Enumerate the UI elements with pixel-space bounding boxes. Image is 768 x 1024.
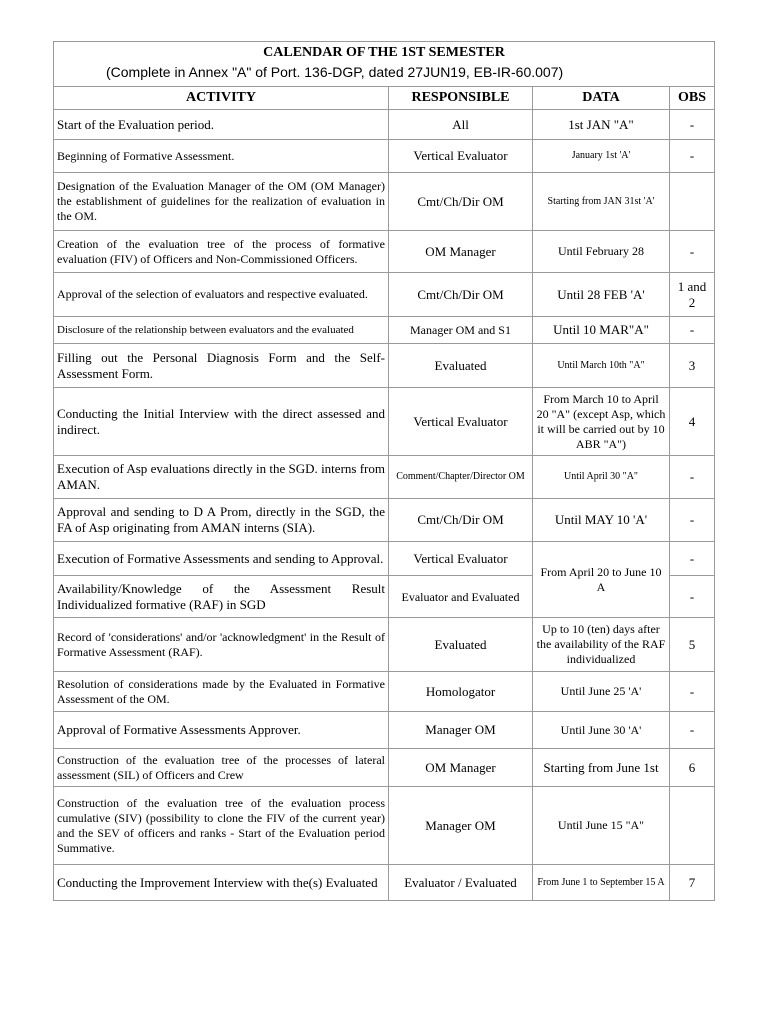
activity-cell: Execution of Formative Assessments and sending to Approval.: [54, 542, 389, 576]
table-row: [54, 388, 715, 456]
data-cell: From June 1 to September 15 A: [533, 865, 670, 901]
activity-cell: Approval and sending to D A Prom, directly in the SGD, the FA of Asp originating from AMAN interns (SIA).: [54, 499, 389, 542]
table-row: [54, 749, 715, 787]
data-cell: Until 10 MAR"A": [533, 317, 670, 344]
data-cell: Starting from JAN 31st 'A': [533, 173, 670, 231]
responsible-cell: Cmt/Ch/Dir OM: [389, 173, 533, 231]
data-cell: January 1st 'A': [533, 140, 670, 173]
data-cell: From March 10 to April 20 "A" (except Asp, which it will be carried out by 10 ABR "A"): [533, 388, 670, 456]
obs-cell: [670, 787, 715, 865]
responsible-cell: Vertical Evaluator: [389, 388, 533, 456]
activity-cell: Filling out the Personal Diagnosis Form and the Self-Assessment Form.: [54, 344, 389, 388]
responsible-cell: Manager OM: [389, 787, 533, 865]
data-cell: Until February 28: [533, 231, 670, 273]
data-cell: From April 20 to June 10 A: [533, 542, 670, 618]
table-row: [54, 317, 715, 344]
responsible-cell: Homologator: [389, 672, 533, 712]
obs-cell: 5: [670, 618, 715, 672]
responsible-cell: Vertical Evaluator: [389, 542, 533, 576]
table-row: [54, 499, 715, 542]
responsible-cell: Comment/Chapter/Director OM: [389, 456, 533, 499]
column-header-obs: OBS: [670, 87, 715, 110]
page-title: CALENDAR OF THE 1ST SEMESTER: [263, 45, 505, 60]
activity-cell: Construction of the evaluation tree of the evaluation process cumulative (SIV) (possibility to clone the FIV of the current year) and the SEV of officers and ranks - Start of the Evaluation period Summative.: [54, 787, 389, 865]
responsible-cell: Vertical Evaluator: [389, 140, 533, 173]
activity-cell: Disclosure of the relationship between evaluators and the evaluated: [54, 317, 389, 344]
calendar-table: [53, 41, 715, 901]
obs-cell: -: [670, 672, 715, 712]
responsible-cell: OM Manager: [389, 749, 533, 787]
obs-cell: -: [670, 542, 715, 576]
data-cell: Until March 10th "A": [533, 344, 670, 388]
activity-cell: Beginning of Formative Assessment.: [54, 140, 389, 173]
responsible-cell: OM Manager: [389, 231, 533, 273]
table-row: [54, 865, 715, 901]
obs-cell: 7: [670, 865, 715, 901]
data-cell: 1st JAN "A": [533, 110, 670, 140]
obs-cell: 6: [670, 749, 715, 787]
activity-cell: Availability/Knowledge of the Assessment Result Individualized formative (RAF) in SGD: [54, 576, 389, 618]
table-row: [54, 231, 715, 273]
obs-cell: -: [670, 712, 715, 749]
responsible-cell: Evaluated: [389, 344, 533, 388]
table-row: [54, 110, 715, 140]
table-row: [54, 712, 715, 749]
title-cell: [54, 42, 715, 87]
table-row: [54, 456, 715, 499]
obs-cell: -: [670, 576, 715, 618]
title-row: [54, 42, 715, 87]
obs-cell: -: [670, 110, 715, 140]
obs-cell: 3: [670, 344, 715, 388]
activity-cell: Approval of the selection of evaluators and respective evaluated.: [54, 273, 389, 317]
activity-cell: Conducting the Improvement Interview with the(s) Evaluated: [54, 865, 389, 901]
activity-cell: Construction of the evaluation tree of the processes of lateral assessment (SIL) of Officers and Crew: [54, 749, 389, 787]
activity-cell: Creation of the evaluation tree of the process of formative evaluation (FIV) of Officers and Non-Commissioned Officers.: [54, 231, 389, 273]
data-cell: Until June 15 "A": [533, 787, 670, 865]
obs-cell: -: [670, 499, 715, 542]
data-cell: Until June 30 'A': [533, 712, 670, 749]
table-row: [54, 542, 715, 576]
header-row: [54, 87, 715, 110]
table-row: [54, 140, 715, 173]
table-row: [54, 787, 715, 865]
table-row: [54, 273, 715, 317]
obs-cell: -: [670, 456, 715, 499]
activity-cell: Conducting the Initial Interview with the direct assessed and indirect.: [54, 388, 389, 456]
activity-cell: Start of the Evaluation period.: [54, 110, 389, 140]
responsible-cell: Manager OM: [389, 712, 533, 749]
activity-cell: Record of 'considerations' and/or 'acknowledgment' in the Result of Formative Assessment (RAF).: [54, 618, 389, 672]
activity-cell: Execution of Asp evaluations directly in the SGD. interns from AMAN.: [54, 456, 389, 499]
data-cell: Until April 30 "A": [533, 456, 670, 499]
responsible-cell: All: [389, 110, 533, 140]
data-cell: Up to 10 (ten) days after the availability of the RAF individualized: [533, 618, 670, 672]
responsible-cell: Evaluator / Evaluated: [389, 865, 533, 901]
data-cell: Starting from June 1st: [533, 749, 670, 787]
obs-cell: 1 and 2: [670, 273, 715, 317]
calendar-document: [53, 41, 714, 901]
activity-cell: Designation of the Evaluation Manager of the OM (OM Manager) the establishment of guidelines for the realization of evaluation in the OM.: [54, 173, 389, 231]
page-subtitle: (Complete in Annex "A" of Port. 136-DGP, dated 27JUN19, EB-IR-60.007): [106, 64, 564, 80]
obs-cell: [670, 173, 715, 231]
responsible-cell: Cmt/Ch/Dir OM: [389, 273, 533, 317]
table-row: [54, 344, 715, 388]
table-row: [54, 618, 715, 672]
obs-cell: -: [670, 140, 715, 173]
activity-cell: Approval of Formative Assessments Approver.: [54, 712, 389, 749]
data-cell: Until June 25 'A': [533, 672, 670, 712]
column-header-responsible: RESPONSIBLE: [389, 87, 533, 110]
table-row: [54, 672, 715, 712]
data-cell: Until 28 FEB 'A': [533, 273, 670, 317]
obs-cell: -: [670, 317, 715, 344]
responsible-cell: Cmt/Ch/Dir OM: [389, 499, 533, 542]
column-header-activity: ACTIVITY: [54, 87, 389, 110]
responsible-cell: Evaluated: [389, 618, 533, 672]
obs-cell: -: [670, 231, 715, 273]
responsible-cell: Manager OM and S1: [389, 317, 533, 344]
obs-cell: 4: [670, 388, 715, 456]
column-header-data: DATA: [533, 87, 670, 110]
activity-cell: Resolution of considerations made by the Evaluated in Formative Assessment of the OM.: [54, 672, 389, 712]
responsible-cell: Evaluator and Evaluated: [389, 576, 533, 618]
data-cell: Until MAY 10 'A': [533, 499, 670, 542]
table-row: [54, 173, 715, 231]
